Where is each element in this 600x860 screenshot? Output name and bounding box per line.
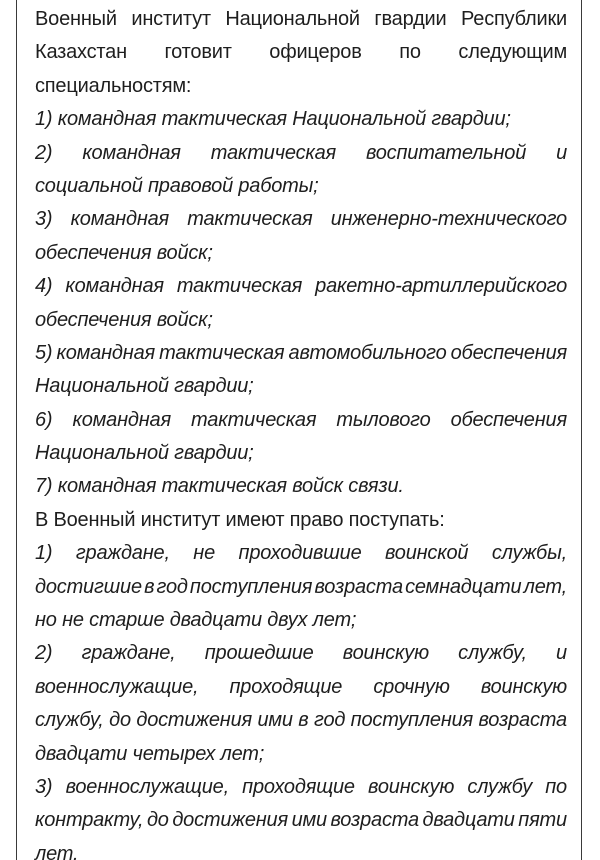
intro-line-2 — [35, 36, 567, 69]
word: тактическая — [210, 141, 337, 164]
word: тактическая — [176, 275, 303, 298]
specialty-2-line-2: социальной правовой работы; — [35, 174, 319, 197]
specialty-6-line-1 — [35, 404, 567, 437]
word: и — [556, 141, 567, 164]
word: обеспечения — [450, 341, 567, 364]
condition-3-line-1 — [35, 771, 567, 804]
word: 3) — [35, 208, 53, 231]
word: граждане, — [81, 642, 176, 665]
word: пяти — [518, 809, 567, 832]
word: Казахстан — [35, 41, 127, 64]
word: следующим — [458, 41, 567, 64]
word: 2) — [35, 141, 53, 164]
word: службу — [467, 775, 533, 798]
word: службу, — [458, 642, 527, 665]
word: двадцати — [422, 809, 515, 832]
word: воинскую — [342, 642, 429, 665]
word: возраста — [330, 809, 419, 832]
word: год — [314, 709, 346, 732]
condition-2-line-1 — [35, 637, 567, 670]
word: тактическая — [191, 408, 317, 431]
word: Республики — [461, 8, 567, 30]
word: инженерно-технического — [330, 208, 567, 231]
admission-heading: В Военный институт имеют право поступать: — [35, 508, 445, 531]
word: срочную — [373, 675, 450, 698]
word: в — [144, 575, 155, 598]
word: по — [399, 41, 421, 64]
word: достижения — [136, 709, 253, 732]
specialty-4-line-2: обеспечения войск; — [35, 308, 213, 331]
word: командная — [70, 208, 170, 231]
specialty-5-line-1 — [35, 337, 567, 370]
word: Национальной — [225, 8, 360, 30]
word: не — [193, 542, 216, 565]
word: достигшие — [35, 575, 142, 598]
word: обеспечения — [450, 408, 567, 431]
word: институт — [131, 8, 211, 30]
specialty-2-line-1 — [35, 137, 567, 170]
condition-1-line-2 — [35, 571, 567, 604]
word: в — [298, 709, 309, 732]
word: службы, — [491, 542, 567, 565]
intro-line-3: специальностям: — [35, 74, 192, 97]
word: поступления — [350, 709, 474, 732]
word: тактическая — [187, 208, 313, 231]
word: командная — [82, 141, 181, 164]
word: Военный — [35, 8, 117, 30]
word: до — [109, 709, 131, 732]
word: автомобильного — [288, 341, 447, 364]
word: граждане, — [75, 542, 170, 565]
document-text — [35, 3, 567, 860]
word: командная — [56, 341, 155, 364]
word: готовит — [164, 41, 232, 64]
condition-2-line-2 — [35, 671, 567, 704]
condition-3-line-3: лет. — [35, 842, 79, 860]
specialty-3-line-2: обеспечения войск; — [35, 241, 213, 264]
word: ракетно-артиллерийского — [315, 275, 567, 298]
word: командная — [72, 408, 171, 431]
word: воинской — [384, 542, 469, 565]
condition-3-line-2 — [35, 804, 567, 837]
specialty-4-line-1 — [35, 270, 567, 303]
condition-1-line-1 — [35, 537, 567, 570]
word: возраста — [314, 575, 403, 598]
word: проходящие — [242, 775, 355, 798]
specialty-6-line-2: Национальной гвардии; — [35, 442, 254, 465]
specialty-1: 1) командная тактическая Национальной гвардии; — [35, 108, 511, 131]
word: воинскую — [480, 675, 567, 698]
word: год — [156, 575, 188, 598]
word: 2) — [35, 642, 53, 665]
condition-2-line-3 — [35, 704, 567, 737]
word: воспитательной — [365, 141, 527, 164]
word: 3) — [35, 775, 53, 798]
word: и — [556, 642, 567, 665]
word: до — [146, 809, 169, 832]
word: семнадцати — [405, 575, 522, 598]
word: контракту, — [35, 809, 144, 832]
word: лет, — [523, 575, 567, 598]
word: тылового — [336, 408, 431, 431]
intro-line-1 — [35, 3, 567, 36]
word: по — [545, 775, 567, 798]
word: 6) — [35, 408, 53, 431]
specialty-5-line-2: Национальной гвардии; — [35, 375, 254, 398]
word: тактическая — [159, 341, 285, 364]
word: военнослужащие, — [35, 675, 199, 698]
condition-1-line-3: но не старше двадцати двух лет; — [35, 609, 357, 632]
word: достижения — [172, 809, 288, 832]
word: воинскую — [368, 775, 455, 798]
word: ими — [257, 709, 293, 732]
word: офицеров — [269, 41, 362, 64]
word: возраста — [478, 709, 567, 732]
word: 5) — [35, 341, 53, 364]
word: службу, — [35, 709, 104, 732]
word: 1) — [35, 542, 53, 565]
word: 4) — [35, 275, 53, 298]
specialty-3-line-1 — [35, 203, 567, 236]
specialty-7: 7) командная тактическая войск связи. — [35, 475, 404, 498]
word: проходящие — [229, 675, 343, 698]
word: проходившие — [238, 542, 362, 565]
word: поступления — [189, 575, 313, 598]
word: военнослужащие, — [65, 775, 229, 798]
word: командная — [65, 275, 164, 298]
word: гвардии — [374, 8, 447, 30]
word: ими — [291, 809, 327, 832]
condition-2-line-4: двадцати четырех лет; — [35, 742, 265, 765]
word: прошедшие — [204, 642, 314, 665]
